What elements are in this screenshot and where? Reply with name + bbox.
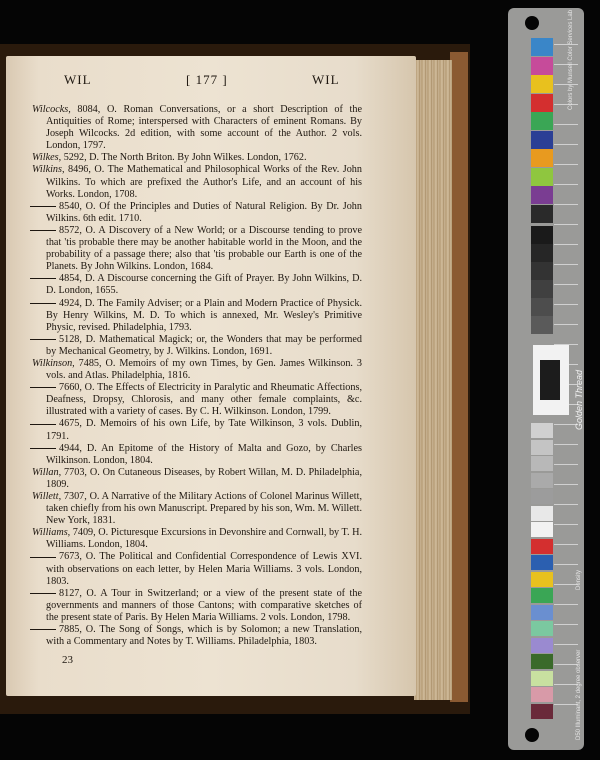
catalog-entry	[32, 382, 362, 418]
color-patch	[531, 75, 553, 93]
color-patch	[531, 205, 553, 223]
catalog-entry	[32, 418, 362, 442]
gray-patch	[531, 244, 553, 262]
card-hole-top	[525, 16, 539, 30]
scale-tick	[554, 64, 578, 65]
scale-tick	[554, 444, 578, 445]
scale-tick	[554, 684, 578, 685]
ditto-rule	[30, 387, 56, 388]
color-patch	[531, 539, 553, 554]
scale-tick	[554, 44, 578, 45]
catalog-entry	[32, 491, 362, 527]
golden-thread-logo-mark	[540, 360, 560, 400]
scale-tick	[554, 284, 578, 285]
color-patch	[531, 456, 553, 471]
gray-patch	[531, 262, 553, 280]
color-patch	[531, 168, 553, 186]
color-patch	[531, 473, 553, 488]
ditto-rule	[30, 303, 56, 304]
ditto-rule	[30, 206, 56, 207]
entry-text: 4944, D. An Epitome of the History of Malta and Gozo, by Charles Wilkinson. London, 1804.	[46, 442, 362, 466]
card-hole-bottom	[525, 728, 539, 742]
entry-text: 8084, O. Roman Conversations, or a short Description of the Antiquities of Rome; interspersed with Characters of eminent Romans. By Joseph Wilcocks. 2d edition, with some account of the Author. 2 vols. London, 1797.	[46, 104, 362, 152]
ditto-rule	[30, 424, 56, 425]
catalog-entry	[32, 334, 362, 358]
ditto-rule	[30, 448, 56, 449]
catalog-entry	[32, 443, 362, 467]
entry-text: 7485, O. Memoirs of my own Times, by Gen. James Wilkinson. 3 vols. and Atlas. Philadelphia, 1816.	[46, 357, 362, 382]
scale-tick	[554, 704, 578, 705]
entry-author: Wilkinson,	[32, 357, 75, 369]
catalog-entry	[32, 527, 362, 551]
catalog-entry	[32, 201, 362, 225]
catalog-entry	[32, 551, 362, 587]
book-page	[6, 56, 416, 696]
color-patch	[531, 94, 553, 112]
catalog-entry	[32, 225, 362, 273]
color-patch	[531, 186, 553, 204]
catalog-entry	[32, 164, 362, 200]
entry-author: Wilcocks,	[32, 104, 71, 115]
color-patch	[531, 112, 553, 130]
scale-tick	[554, 664, 578, 665]
color-patch	[531, 671, 553, 686]
entry-text: 7660, O. The Effects of Electricity in Paralytic and Rheumatic Affections, Deafness, Dropsy, Chlorosis, and many other female complaints, &c. illustrated with a variety of cases. By C. H. Wilkinson. London, 1799.	[46, 382, 362, 418]
entry-text: 7885, O. The Song of Songs, which is by Solomon; a new Translation, with a Commentary and Notes by T. Williams. Philadelphia, 1803.	[46, 624, 362, 648]
color-patch	[531, 588, 553, 603]
gray-patch	[531, 316, 553, 334]
scale-tick	[554, 524, 578, 525]
entry-text: 4924, D. The Family Adviser; or a Plain and Modern Practice of Physick. By Henry Wilkins, M. D. To which is annexed, Mr. Wesley's Primitive Physic, revised. Philadelphia, 1793.	[46, 297, 362, 333]
card-vendor-label: Colors by Munsell Color Services Lab	[568, 9, 574, 110]
scale-tick	[554, 564, 578, 565]
scale-tick	[554, 184, 578, 185]
color-patch	[531, 522, 553, 537]
catalog-text	[32, 104, 362, 648]
color-patch	[531, 489, 553, 504]
card-brand-label: Golden Thread	[574, 369, 584, 430]
color-patch	[531, 621, 553, 636]
running-head-left: WIL	[64, 72, 92, 87]
entry-text: 8127, O. A Tour in Switzerland; or a view of the present state of the governments and manners of those Cantons; with comparative sketches of the present state of Paris. By Helen Maria Williams. 2 vols. London, 1798.	[46, 587, 362, 623]
entry-text: 7673, O. The Political and Confidential Correspondence of Lewis XVI. with observations on each letter, by Helen Maria Williams. 3 vols. London, 1803.	[46, 551, 362, 587]
running-head-right: WIL	[312, 72, 340, 87]
color-patch	[531, 131, 553, 149]
ditto-rule	[30, 278, 56, 279]
signature-mark: 23	[62, 654, 73, 666]
page-number: [ 177 ]	[186, 72, 228, 87]
color-patch	[531, 687, 553, 702]
color-patch	[531, 149, 553, 167]
catalog-entry	[32, 104, 362, 152]
color-patch	[531, 423, 553, 438]
entry-author: Williams,	[32, 527, 71, 539]
scale-tick	[554, 124, 578, 125]
entry-text: 4675, D. Memoirs of his own Life, by Tate Wilkinson, 3 vols. Dublin, 1791.	[46, 418, 362, 442]
gray-patch	[531, 226, 553, 244]
scale-tick	[554, 484, 578, 485]
scale-tick	[554, 584, 578, 585]
entry-text: 8572, O. A Discovery of a New World; or a Discourse tending to prove that 'tis probable there may be another habitable world in the Moon, and the probability of a passage there; also that 'tis probable our Earth is one of the Planets. By John Wilkins. London, 1684.	[46, 224, 362, 273]
color-patch	[531, 572, 553, 587]
color-patch	[531, 555, 553, 570]
gray-patch	[531, 298, 553, 316]
ditto-rule	[30, 593, 56, 594]
scale-tick	[554, 464, 578, 465]
scale-tick	[554, 644, 578, 645]
entry-author: Wilkins,	[32, 164, 65, 176]
entry-text: 5128, D. Mathematical Magick; or, the Wonders that may be performed by Mechanical Geometry, by J. Wilkins. London, 1691.	[46, 333, 362, 357]
entry-author: Wilkes,	[32, 152, 62, 164]
scale-tick	[554, 324, 578, 325]
catalog-entry	[32, 273, 362, 297]
scale-tick	[554, 304, 578, 305]
scale-tick	[554, 264, 578, 265]
catalog-entry	[32, 358, 362, 382]
color-patch	[531, 440, 553, 455]
card-density-label: Density	[576, 569, 582, 590]
ditto-rule	[30, 339, 56, 340]
catalog-entry	[32, 467, 362, 491]
scale-tick	[554, 544, 578, 545]
book-board-edge	[450, 52, 468, 702]
color-patch	[531, 38, 553, 56]
entry-author: Willett,	[32, 491, 62, 502]
page-edges	[414, 60, 452, 700]
scale-tick	[554, 224, 578, 225]
entry-text: 8496, O. The Mathematical and Philosophical Works of the Rev. John Wilkins. To which are prefixed the Author's Life, and an account of his Works. London, 1708.	[46, 164, 362, 200]
scale-tick	[554, 164, 578, 165]
scale-tick	[554, 244, 578, 245]
scale-tick	[554, 84, 578, 85]
color-patch	[531, 654, 553, 669]
color-patch	[531, 605, 553, 620]
color-patch	[531, 638, 553, 653]
entry-text: 8540, O. Of the Principles and Duties of Natural Religion. By Dr. John Wilkins. 6th edit. 1710.	[46, 200, 362, 224]
card-illuminant-label: D50 Illuminant, 2 degree observer	[576, 649, 582, 740]
scale-tick	[554, 144, 578, 145]
entry-text: 7307, O. A Narrative of the Military Actions of Colonel Marinus Willett, taken chiefly from his own Manuscript. Prepared by his son, Wm. M. Willett. New York, 1831.	[46, 491, 362, 527]
scale-tick	[554, 104, 578, 105]
entry-text: 4854, D. A Discourse concerning the Gift of Prayer. By John Wilkins, D. D. London, 1655.	[46, 273, 362, 297]
gray-patch	[531, 280, 553, 298]
ditto-rule	[30, 629, 56, 630]
catalog-entry	[32, 588, 362, 624]
scale-tick	[554, 204, 578, 205]
ditto-rule	[30, 557, 56, 558]
catalog-entry	[32, 298, 362, 334]
scale-tick	[554, 504, 578, 505]
ditto-rule	[30, 230, 56, 231]
catalog-entry	[32, 152, 362, 164]
color-patch	[531, 704, 553, 719]
color-patch	[531, 57, 553, 75]
entry-text: 5292, D. The North Briton. By John Wilkes. London, 1762.	[61, 152, 307, 164]
entry-text: 7703, O. On Cutaneous Diseases, by Robert Willan, M. D. Philadelphia, 1809.	[46, 466, 362, 490]
catalog-entry	[32, 624, 362, 648]
scale-tick	[554, 604, 578, 605]
color-patch	[531, 506, 553, 521]
entry-author: Willan,	[32, 466, 62, 478]
entry-text: 7409, O. Picturesque Excursions in Devonshire and Cornwall, by T. H. Williams. London, 1804.	[46, 527, 362, 551]
scale-tick	[554, 624, 578, 625]
